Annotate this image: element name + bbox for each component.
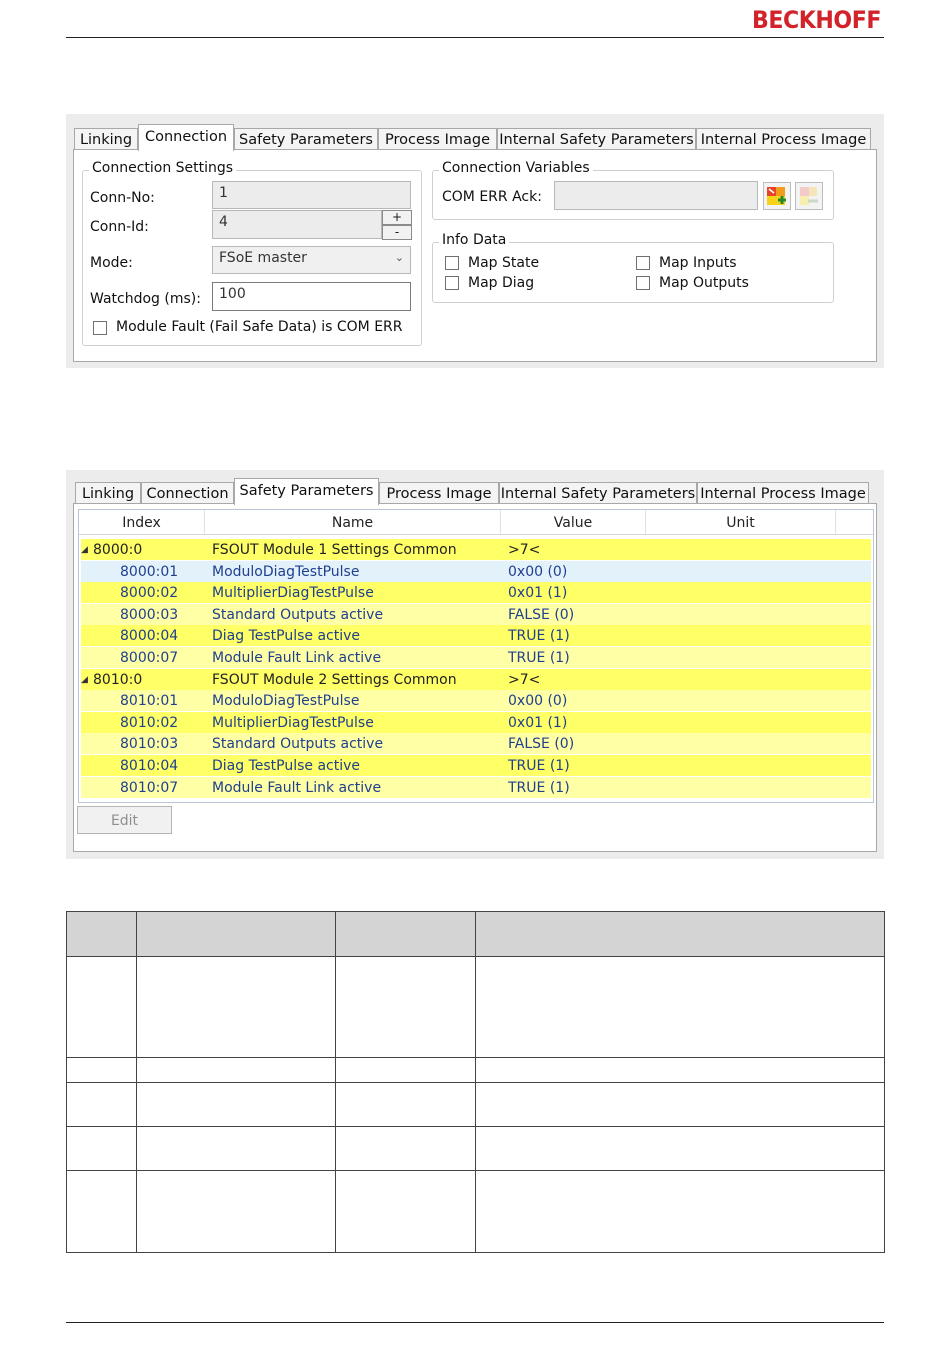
edit-button[interactable]: Edit — [77, 806, 172, 834]
collapse-triangle-icon[interactable]: ◢ — [81, 674, 88, 685]
grid-row[interactable] — [81, 625, 871, 646]
table-row — [67, 957, 885, 1058]
table-cell — [336, 1083, 476, 1127]
grid-group-row[interactable] — [81, 539, 871, 560]
grid-row[interactable] — [81, 604, 871, 625]
tab-linking[interactable]: Linking — [74, 128, 138, 150]
grid-cell-index: 8000:0 — [93, 542, 143, 558]
grid-cell-value: 0x01 (1) — [508, 585, 568, 602]
chevron-down-icon: ⌄ — [394, 251, 404, 264]
grid-cell-index: 8010:02 — [120, 714, 179, 731]
table-cell — [67, 1171, 137, 1253]
table-cell — [137, 957, 336, 1058]
grid-cell-name: Standard Outputs active — [212, 606, 384, 623]
table-header-row — [67, 912, 885, 957]
grid-row[interactable] — [81, 777, 871, 798]
tab-bar — [74, 124, 874, 148]
table-cell — [67, 957, 137, 1058]
grid-cell-value: 0x01 (1) — [508, 714, 568, 731]
parameter-grid — [78, 509, 874, 803]
grid-row[interactable] — [81, 690, 871, 711]
connection-variables-title: Connection Variables — [439, 160, 593, 176]
tab-connection[interactable]: Connection — [141, 482, 234, 504]
table-cell — [336, 1058, 476, 1083]
table-cell — [476, 1127, 885, 1171]
table-cell — [137, 1127, 336, 1171]
table-cell — [336, 1127, 476, 1171]
table-cell — [137, 1083, 336, 1127]
table-cell — [476, 1058, 885, 1083]
conn-id-field[interactable]: 4 — [212, 210, 382, 239]
grid-cell-index: 8010:03 — [120, 736, 179, 753]
table-header-cell — [67, 912, 137, 957]
tab-internal-process-image[interactable]: Internal Process Image — [697, 482, 869, 504]
connection-variables-group — [432, 160, 834, 220]
remove-link-icon[interactable] — [795, 182, 823, 210]
info-data-group — [432, 232, 834, 303]
grid-cell-value: >7< — [508, 671, 541, 688]
header-rule — [66, 37, 884, 38]
grid-cell-index: 8000:02 — [120, 585, 179, 602]
column-header-name[interactable]: Name — [205, 510, 501, 534]
grid-cell-name: FSOUT Module 2 Settings Common — [212, 671, 457, 688]
module-fault-label: Module Fault (Fail Safe Data) is COM ERR — [116, 319, 403, 335]
grid-row[interactable] — [81, 712, 871, 733]
table-cell — [476, 957, 885, 1058]
table-row — [67, 1171, 885, 1253]
column-header-value[interactable]: Value — [501, 510, 646, 534]
grid-cell-value: FALSE (0) — [508, 606, 575, 623]
conn-no-label: Conn-No: — [90, 190, 155, 206]
grid-row[interactable] — [81, 582, 871, 603]
grid-cell-name: FSOUT Module 1 Settings Common — [212, 542, 457, 558]
table-header-cell — [137, 912, 336, 957]
grid-cell-index: 8010:01 — [120, 693, 179, 710]
grid-cell-value: FALSE (0) — [508, 736, 575, 753]
collapse-triangle-icon[interactable]: ◢ — [81, 545, 88, 555]
grid-group-row[interactable] — [81, 669, 871, 690]
grid-cell-value: TRUE (1) — [508, 650, 570, 666]
connection-settings-title: Connection Settings — [89, 160, 236, 176]
grid-cell-value: TRUE (1) — [508, 779, 570, 796]
map-outputs-checkbox[interactable] — [636, 276, 650, 290]
table-cell — [336, 957, 476, 1058]
grid-cell-name: Standard Outputs active — [212, 736, 384, 753]
map-inputs-checkbox[interactable] — [636, 256, 650, 270]
table-cell — [336, 1171, 476, 1253]
info-data-title: Info Data — [439, 232, 509, 248]
tab-linking[interactable]: Linking — [75, 482, 141, 504]
grid-cell-name: Diag TestPulse active — [212, 628, 361, 645]
conn-id-label: Conn-Id: — [90, 219, 149, 235]
tab-internal-safety-parameters[interactable]: Internal Safety Parameters — [499, 482, 697, 504]
grid-cell-value: 0x00 (0) — [508, 563, 568, 580]
grid-row[interactable] — [81, 561, 871, 582]
grid-cell-value: 0x00 (0) — [508, 693, 568, 710]
table-row — [67, 1058, 885, 1083]
tab-internal-process-image[interactable]: Internal Process Image — [696, 128, 871, 150]
table-cell — [137, 1171, 336, 1253]
tab-safety-parameters[interactable]: Safety Parameters — [234, 478, 379, 505]
map-inputs-label: Map Inputs — [659, 255, 737, 271]
column-header-unit[interactable]: Unit — [646, 510, 836, 534]
table-row — [67, 1083, 885, 1127]
map-outputs-label: Map Outputs — [659, 275, 749, 291]
com-err-ack-field[interactable] — [554, 181, 758, 210]
grid-cell-name: ModuloDiagTestPulse — [212, 693, 360, 710]
conn-no-field[interactable]: 1 — [212, 181, 411, 209]
map-diag-label: Map Diag — [468, 275, 535, 291]
table-cell — [476, 1171, 885, 1253]
tab-bar-2 — [75, 478, 875, 502]
tab-process-image[interactable]: Process Image — [378, 128, 497, 150]
module-fault-checkbox[interactable] — [93, 321, 107, 335]
grid-cell-index: 8000:07 — [120, 650, 179, 666]
column-header-index[interactable]: Index — [79, 510, 205, 534]
table-header-cell — [476, 912, 885, 957]
mode-label: Mode: — [90, 255, 133, 271]
conn-id-decrement-button[interactable]: - — [382, 225, 412, 240]
connection-settings-group — [82, 160, 422, 346]
add-link-icon[interactable] — [763, 182, 791, 210]
grid-cell-name: Module Fault Link active — [212, 779, 382, 796]
tab-internal-safety-parameters[interactable]: Internal Safety Parameters — [497, 128, 696, 150]
grid-cell-name: Diag TestPulse active — [212, 758, 361, 774]
connection-tab-body — [73, 149, 877, 362]
map-diag-checkbox[interactable] — [445, 276, 459, 290]
grid-cell-name: ModuloDiagTestPulse — [212, 563, 360, 580]
grid-cell-index: 8010:0 — [93, 671, 143, 688]
table-cell — [67, 1058, 137, 1083]
tab-connection[interactable]: Connection — [138, 124, 234, 151]
footer-rule — [66, 1322, 884, 1323]
mode-value: FSoE master — [219, 250, 307, 266]
table-cell — [67, 1127, 137, 1171]
watchdog-input[interactable]: 100 — [212, 282, 411, 311]
safety-parameters-dialog — [66, 470, 884, 859]
grid-cell-index: 8010:04 — [120, 758, 179, 774]
table-cell — [67, 1083, 137, 1127]
table-cell — [137, 1058, 336, 1083]
grid-cell-index: 8000:04 — [120, 628, 179, 645]
tab-safety-parameters[interactable]: Safety Parameters — [234, 128, 378, 150]
grid-cell-name: MultiplierDiagTestPulse — [212, 585, 374, 602]
table-cell — [476, 1083, 885, 1127]
com-err-ack-label: COM ERR Ack: — [442, 189, 542, 205]
tab-process-image[interactable]: Process Image — [379, 482, 499, 504]
grid-cell-value: TRUE (1) — [508, 628, 570, 645]
grid-cell-index: 8000:03 — [120, 606, 179, 623]
grid-header — [79, 510, 873, 535]
map-state-checkbox[interactable] — [445, 256, 459, 270]
grid-row[interactable] — [81, 647, 871, 668]
grid-row[interactable] — [81, 755, 871, 776]
grid-row[interactable] — [81, 733, 871, 754]
grid-cell-index: 8000:01 — [120, 563, 179, 580]
mode-dropdown[interactable] — [212, 246, 411, 274]
brand-logo: BECKHOFF — [752, 6, 881, 34]
grid-cell-index: 8010:07 — [120, 779, 179, 796]
map-state-label: Map State — [468, 255, 540, 271]
grid-cell-name: MultiplierDiagTestPulse — [212, 714, 374, 731]
grid-cell-value: >7< — [508, 542, 541, 558]
watchdog-label: Watchdog (ms): — [90, 291, 201, 307]
conn-id-increment-button[interactable]: + — [382, 210, 412, 225]
safety-parameters-tab-body — [73, 503, 877, 852]
connection-dialog — [66, 114, 884, 368]
grid-cell-name: Module Fault Link active — [212, 650, 382, 666]
table-header-cell — [336, 912, 476, 957]
table-row — [67, 1127, 885, 1171]
description-table — [66, 911, 885, 1253]
grid-cell-value: TRUE (1) — [508, 758, 570, 774]
